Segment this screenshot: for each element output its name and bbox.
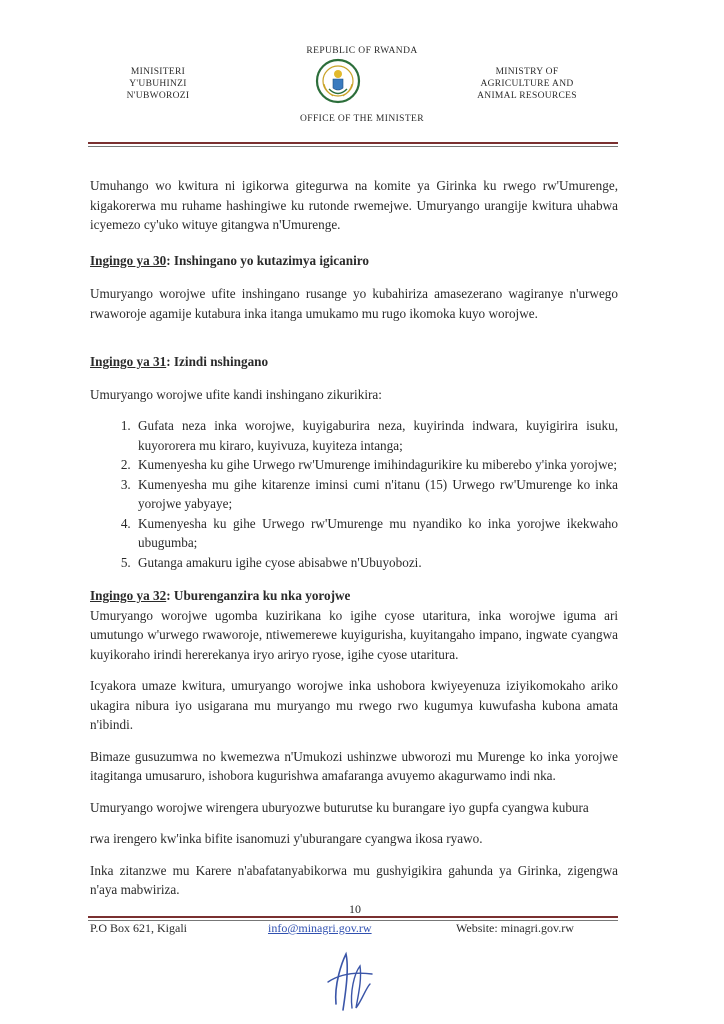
article-30-label: Ingingo ya 30 <box>90 252 167 268</box>
article-31-label: Ingingo ya 31 <box>90 354 167 369</box>
ministry-name-kinyarwanda <box>108 66 208 102</box>
office-title: OFFICE OF THE MINISTER <box>300 114 424 124</box>
article-30-title: Inshingano yo kutazimya igicaniro <box>173 252 369 268</box>
header-right-line: ANIMAL RESOURCES <box>477 91 577 101</box>
article-32-label: Ingingo ya 32 <box>90 588 167 603</box>
list-item: 1. Gufata neza inka worojwe, kuyigaburira neza, kuyirinda indwara, kuyigirira isuku, kuyororera mu kiraro, kuyivuza, kuyiteza intanga; <box>134 416 618 455</box>
footer-website: Website: minagri.gov.rw <box>456 921 574 935</box>
article-30-heading <box>90 251 618 271</box>
header-divider <box>88 142 618 147</box>
list-item: 4. Kumenyesha ku gihe Urwego rw'Umurenge mu nyandiko ko inka yorojwe ikekwaho ubugumba; <box>134 514 618 553</box>
list-item: 5. Gutanga amakuru igihe cyose abisabwe n'Ubuyobozi. <box>134 553 618 573</box>
article-30-text: Umuryango worojwe ufite inshingano rusange yo kubahiriza amasezerano wagiranye n'urwego rwaworoje agamije kutabura inka itanga umukamo mu rugo ikomoka kuyo worojwe. <box>90 286 618 321</box>
heading-separator: : <box>166 588 174 603</box>
article-31-title: Izindi nshingano <box>173 354 269 369</box>
article-32-paragraph: Umuryango worojwe ugomba kuzirikana ko igihe cyose utaritura, inka worojwe iguma ari umutungo w'urwego rwaworoje, ntiwemerewe kuyigurisha, kuyitangaho impano, ingwate cyangwa kuyikoraho irindi hererekanya iryo ariryo ryose, igihe cyose utaritura. <box>90 607 618 662</box>
rwanda-coat-of-arms-icon <box>315 58 361 104</box>
list-item: 3. Kumenyesha mu gihe kitarenze iminsi cumi n'itanu (15) Urwego rw'Umurenge ko inka yorojwe yabyaye; <box>134 475 618 514</box>
article-32-paragraph: Umuryango worojwe wirengera uburyozwe buturutse ku burangare iyo gupfa cyangwa kubura <box>90 799 589 815</box>
article-31-intro: Umuryango worojwe ufite kandi inshingano zikurikira: <box>90 386 382 402</box>
ministry-name-english <box>452 66 602 102</box>
document-body <box>90 176 618 900</box>
article-32-heading <box>90 586 618 606</box>
article-31-heading <box>90 352 618 372</box>
header-left-line: MINISITERI <box>130 67 186 77</box>
article-32-paragraph: Icyakora umaze kwitura, umuryango worojwe inka ushobora kwiyeyenuza iziyikomokaho ariko ukagira nibura iyo usigarana mu muryango mu rwego rwo kugumya kuwufasha kubona amata n'ibindi. <box>90 678 618 732</box>
header-right-line: MINISTRY OF <box>495 67 559 77</box>
list-item: 2. Kumenyesha ku gihe Urwego rw'Umurenge imihindagurikire ku miberebo y'inka yorojwe; <box>134 455 618 475</box>
article-32-paragraph: rwa irengero kw'inka bifite isanomuzi y'uburangare cyangwa ikosa ryawo. <box>90 831 483 846</box>
article-32-paragraph: Bimaze gusuzumwa no kwemezwa n'Umukozi ushinzwe ubworozi mu Murenge ko inka yorojwe itagitanga umusaruro, ishobora kugurishwa amafaranga avuyemo akagurwamo indi nka. <box>90 748 618 783</box>
heading-separator: : <box>166 354 174 369</box>
header-right-line: AGRICULTURE AND <box>480 79 574 89</box>
intro-paragraph: Umuhango wo kwitura ni igikorwa gitegurwa na komite ya Girinka ku rwego rw'Umurenge, kigakorerwa mu ruhame hashingiwe ku rutonde rwemejwe. Umuryango urangije kwitura uhabwa icyemezo cy'uko wituye gitangwa n'Umurenge. <box>90 178 618 232</box>
page-number: 10 <box>349 902 361 916</box>
article-32-title: Uburenganzira ku nka yorojwe <box>173 588 351 603</box>
header-left-line: Y'UBUHINZI <box>129 79 187 89</box>
article-32-paragraph: Inka zitanzwe mu Karere n'abafatanyabikorwa mu gushyigikira gahunda ya Girinka, zigengwa n'aya mabwiriza. <box>90 862 618 897</box>
obligations-list <box>90 416 618 572</box>
handwritten-signature-icon <box>316 944 388 1016</box>
header-left-line: N'UBWOROZI <box>126 91 190 101</box>
footer-email-link[interactable]: info@minagri.gov.rw <box>268 921 372 935</box>
heading-separator: : <box>166 252 174 268</box>
republic-title: REPUBLIC OF RWANDA <box>306 46 418 56</box>
footer-address: P.O Box 621, Kigali <box>90 921 188 935</box>
